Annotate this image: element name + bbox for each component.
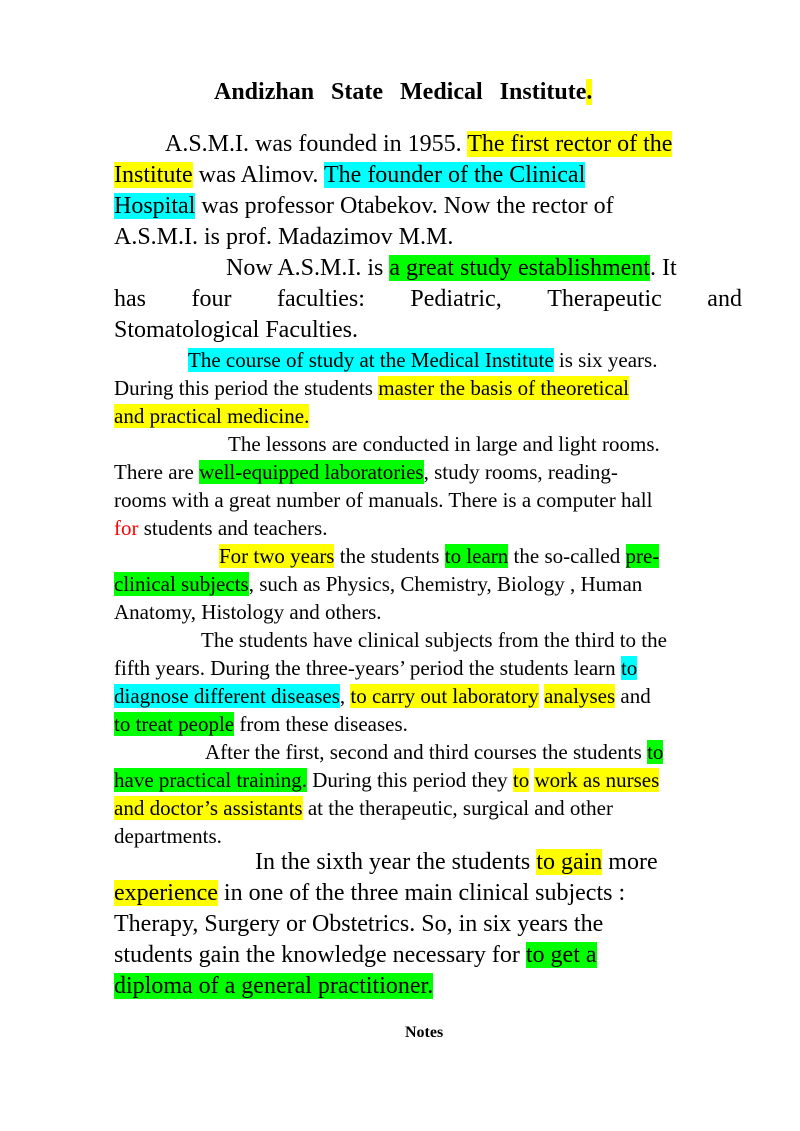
text-line: The lessons are conducted in large and light rooms. (228, 432, 660, 456)
text-line (255, 847, 658, 878)
page-title (214, 76, 592, 108)
text-span: students and teachers. (138, 516, 328, 540)
text-line: The students have clinical subjects from the third to the (201, 628, 667, 652)
text-line (114, 710, 408, 738)
highlight-yellow: to (512, 768, 530, 792)
highlight-green: pre- (625, 544, 660, 568)
text-span: was professor Otabekov. Now the rector of (195, 193, 614, 219)
text-line-justified (114, 284, 742, 315)
text-line (114, 971, 433, 1002)
highlight-green: well-equipped laboratories (199, 460, 424, 484)
text-line (188, 346, 657, 374)
highlight-green: have practical training. (114, 768, 307, 792)
text-span: , study rooms, reading- (423, 460, 618, 484)
highlight-cyan: The course of study at the Medical Institute (188, 348, 554, 372)
highlight-cyan: Hospital (114, 193, 196, 219)
highlight-cyan: diagnose different diseases (114, 684, 340, 708)
highlight-green: a great study establishment (389, 255, 650, 281)
text-line (114, 654, 637, 682)
notes-heading: Notes (405, 1024, 444, 1041)
text-line: A.S.M.I. is prof. Madazimov M.M. (114, 224, 454, 250)
text-line: Stomatological Faculties. (114, 317, 358, 343)
text-line (114, 402, 309, 430)
text-line: rooms with a great number of manuals. There is a computer hall (114, 488, 653, 512)
red-text: for (114, 516, 139, 540)
text-span: was Alimov. (192, 162, 324, 188)
highlight-yellow: and practical medicine. (114, 404, 310, 428)
text-span: , (339, 684, 351, 708)
text-line: Anatomy, Histology and others. (114, 600, 382, 624)
title-word: Medical (400, 79, 483, 105)
text-span: more (602, 849, 658, 875)
text-span: in one of the three main clinical subjects : (217, 880, 626, 906)
highlight-yellow: to carry out laboratory (350, 684, 539, 708)
text-span: students gain the knowledge necessary for (114, 942, 526, 968)
highlight-yellow: master the basis of theoretical (378, 376, 629, 400)
title-word: Institute (499, 79, 587, 105)
highlight-yellow: and doctor’s assistants (114, 796, 303, 820)
text-line (114, 160, 585, 191)
text-span: In the sixth year the students (255, 849, 537, 875)
text-line (114, 514, 327, 542)
text-span: . It (649, 255, 677, 281)
text-line: departments. (114, 824, 222, 848)
text-span: Now A.S.M.I. is (226, 255, 390, 281)
text-line (114, 458, 618, 486)
text-line: Therapy, Surgery or Obstetrics. So, in six years the (114, 911, 604, 937)
highlight-yellow: to gain (536, 849, 603, 875)
title-word: State (331, 79, 384, 105)
text-line (114, 878, 625, 909)
text-span: , such as Physics, Chemistry, Biology , Human (248, 572, 643, 596)
text-span: the students (334, 544, 445, 568)
text-span: A.S.M.I. was founded in 1955. (165, 131, 468, 157)
highlight-yellow: analyses (543, 684, 616, 708)
highlight-green: diploma of a general practitioner. (114, 973, 434, 999)
text-span: During this period they (307, 768, 513, 792)
highlight-yellow: work as nurses (534, 768, 660, 792)
highlight-green: to get a (525, 942, 597, 968)
text-span: is six years. (553, 348, 658, 372)
word: Pediatric, (410, 286, 502, 312)
highlight-yellow: experience (114, 880, 218, 906)
word: four (191, 286, 232, 312)
highlight-green: clinical subjects (114, 572, 249, 596)
text-line (114, 374, 629, 402)
text-line (226, 253, 677, 284)
text-span: and (615, 684, 651, 708)
word: Therapeutic (547, 286, 662, 312)
highlight-yellow: For two years (219, 544, 335, 568)
text-line (114, 191, 614, 222)
text-span: at the therapeutic, surgical and other (302, 796, 613, 820)
word: has (114, 286, 146, 312)
word: and (707, 286, 742, 312)
text-line (165, 129, 672, 160)
text-span: During this period the students (114, 376, 379, 400)
highlight-green: to (647, 740, 664, 764)
text-line (114, 940, 597, 971)
highlight-green: to learn (444, 544, 509, 568)
text-span: from these diseases. (234, 712, 408, 736)
text-span: fifth years. During the three-years’ period the students learn (114, 656, 621, 680)
highlight-cyan: to (620, 656, 638, 680)
highlight-yellow: The first rector of the (467, 131, 673, 157)
text-line (205, 738, 663, 766)
text-line (114, 570, 642, 598)
title-highlight-dot: . (586, 79, 593, 105)
highlight-yellow: Institute (114, 162, 193, 188)
text-line (114, 794, 613, 822)
text-line (114, 682, 651, 710)
word: faculties: (276, 286, 365, 312)
title-word: Andizhan (214, 79, 315, 105)
text-line (219, 542, 659, 570)
highlight-cyan: The founder of the Clinical (324, 162, 586, 188)
text-span: There are (114, 460, 200, 484)
text-line (114, 766, 659, 794)
text-span: the so-called (508, 544, 626, 568)
text-span: After the first, second and third courses the students (205, 740, 648, 764)
highlight-green: to treat people (114, 712, 235, 736)
